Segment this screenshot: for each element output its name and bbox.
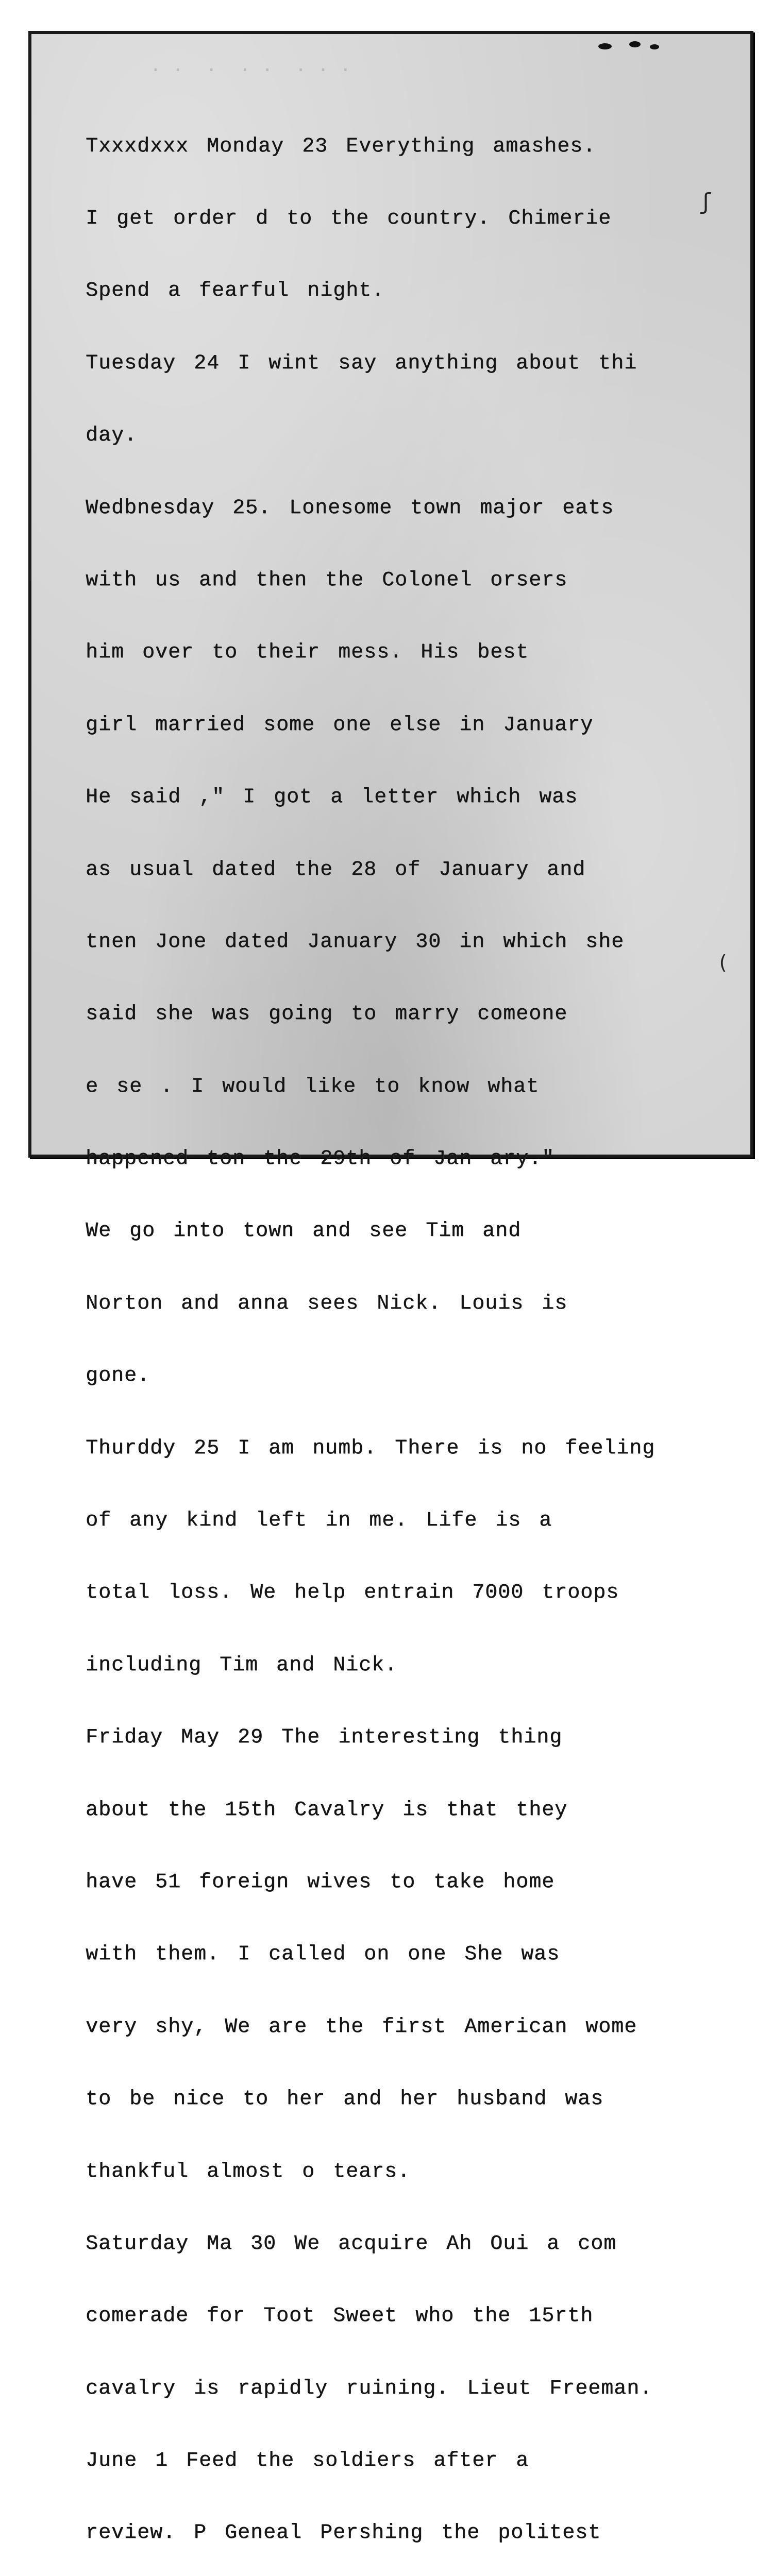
text-line: cavalry is rapidly ruining. Lieut Freeman.	[86, 2377, 653, 2400]
text-line: thankful almost o tears.	[86, 2160, 411, 2183]
margin-scribble-mark: (	[717, 951, 729, 974]
ink-spot-mark	[629, 41, 641, 47]
text-line: have 51 foreign wives to take home	[86, 1870, 555, 1894]
text-line: to be nice to her and her husband was	[86, 2088, 604, 2111]
text-line: comerade for Toot Sweet who the 15rth	[86, 2304, 594, 2328]
text-line: June 1 Feed the soldiers after a	[86, 2449, 529, 2473]
text-line: Friday May 29 The interesting thing	[86, 1726, 563, 1750]
text-line: Txxxdxxx Monday 23 Everything amashes.	[86, 134, 596, 158]
margin-scribble-mark: ʃ	[699, 189, 713, 215]
text-line: gone.	[86, 1364, 150, 1388]
text-line: tnen Jone dated January 30 in which she	[86, 930, 625, 954]
text-line: with us and then the Colonel orsers	[86, 568, 568, 592]
text-line: Norton and anna sees Nick. Louis is	[86, 1292, 568, 1315]
text-line: said she was going to marry comeone	[86, 1003, 568, 1026]
text-line: Thurddy 25 I am numb. There is no feeling	[86, 1436, 656, 1460]
text-line: e se . I would like to know what	[86, 1075, 540, 1098]
reverse-side-bleed-through: . . . . . . . .	[150, 55, 351, 76]
ink-spot-mark	[598, 43, 612, 49]
text-line: including Tim and Nick.	[86, 1653, 398, 1677]
text-line: girl married some one else in January	[86, 713, 594, 737]
text-line: with them. I called on one She was	[86, 1943, 560, 1967]
text-line: Spend a fearful night.	[86, 279, 385, 303]
text-line: Saturday Ma 30 We acquire Ah Oui a com	[86, 2232, 617, 2256]
text-line: Tuesday 24 I wint say anything about thi	[86, 351, 637, 375]
text-line: happened ton the 29th of Jan ary."	[86, 1147, 555, 1171]
text-line: as usual dated the 28 of January and	[86, 858, 586, 882]
text-line: total loss. We help entrain 7000 troops	[86, 1581, 619, 1605]
typewritten-page	[28, 31, 753, 2545]
text-line: day.	[86, 424, 138, 448]
text-line: He said ," I got a letter which was	[86, 786, 578, 809]
text-line: I get order d to the country. Chimerie	[86, 207, 612, 230]
text-line: We go into town and see Tim and	[86, 1219, 522, 1243]
text-line: very shy, We are the first American wome	[86, 2015, 637, 2039]
text-line: review. P Geneal Pershing the politest	[86, 2521, 601, 2545]
ink-spot-mark	[650, 44, 659, 49]
text-line: of any kind left in me. Life is a	[86, 1509, 552, 1533]
diary-text	[86, 87, 750, 2576]
text-line: Wedbnesday 25. Lonesome town major eats	[86, 496, 614, 520]
text-line: about the 15th Cavalry is that they	[86, 1798, 568, 1822]
text-line: him over to their mess. His best	[86, 641, 529, 665]
